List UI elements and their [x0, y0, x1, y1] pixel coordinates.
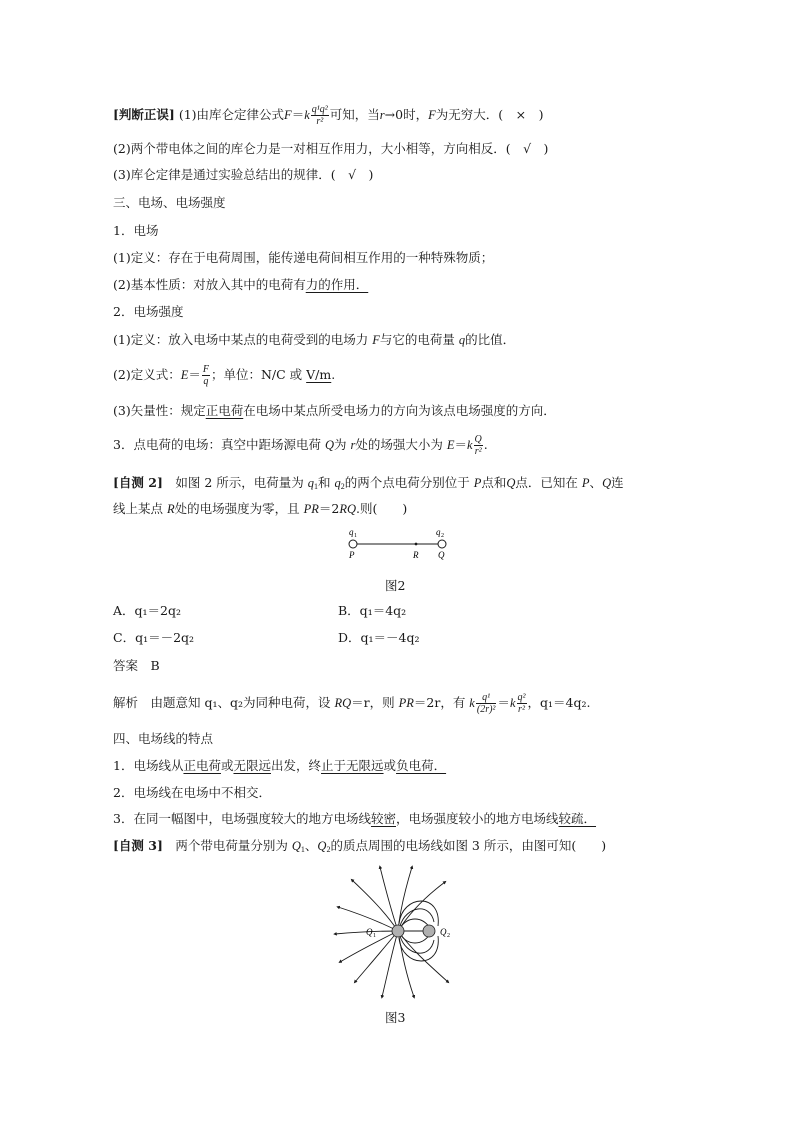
field-line	[398, 931, 448, 982]
section4-title: 四、电场线的特点	[113, 731, 214, 746]
answer: 答案 B	[113, 658, 160, 673]
option-b: B．q₁＝4q₂	[338, 603, 407, 618]
analysis: 解析 由题意知 q₁、q₂为同种电荷，设 RQ＝r，则 PR＝2r，有 k $\frac{\text{q¹}}{\text{(2r)²}}$ ＝k $\frac{\text{q²}}{\text{r²}}$ ，q₁＝4q₂.	[113, 692, 591, 715]
fig2-label-P: P	[349, 550, 355, 560]
figure-2-diagram	[340, 526, 450, 566]
section3-title: 三、电场、电场强度	[113, 195, 226, 210]
judge-q2: (2)两个带电体之间的库仑力是一对相互作用力，大小相等，方向相反．( √ )	[113, 141, 549, 156]
s2-def: (1)定义：放入电场中某点的电荷受到的电场力 F与它的电荷量 q的比值．	[113, 332, 516, 347]
analysis-fraction-2: $\frac{\text{q²}}{\text{r²}}$	[517, 692, 526, 715]
charge-q1	[392, 925, 404, 937]
s1-prop: (2)基本性质：对放入其中的电荷有力的作用．	[113, 277, 369, 292]
s1-title: 1．电场	[113, 223, 159, 238]
field-line	[400, 936, 434, 953]
svg-text:1: 1	[354, 533, 357, 539]
s2-title: 2．电场强度	[113, 304, 184, 319]
fig2-label-q2: q	[436, 527, 441, 537]
point-charge-fraction: $\frac{Q}{\text{r²}}$	[474, 434, 482, 457]
figure-2-caption: 图2	[385, 578, 406, 593]
option-a: A．q₁＝2q₂	[113, 603, 182, 618]
field-line	[400, 909, 434, 926]
test2-line1: [自测 2] 如图 2 所示，电荷量为 $q_1$和 $q_2$的两个点电荷分别位于 P点和Q点．已知在 P、Q连	[113, 475, 624, 491]
field-strength-fraction: $\frac{F}{q}$	[202, 364, 209, 387]
s3-point-charge: 3．点电荷的电场：真空中距场源电荷 Q为 r处的场强大小为 E＝k $\frac{Q}{\text{r²}}$ .	[113, 434, 488, 457]
s1-def: (1)定义：存在于电荷周围，能传递电荷间相互作用的一种特殊物质；	[113, 250, 494, 265]
fig2-label-q1: q	[349, 527, 354, 537]
fig3-label-Q1: Q	[366, 927, 373, 937]
svg-text:1: 1	[373, 933, 376, 939]
s4-line2: 2．电场线在电场中不相交．	[113, 785, 271, 800]
svg-text:2: 2	[447, 933, 450, 939]
option-c: C．q₁＝－2q₂	[113, 630, 195, 645]
judge-tag: [判断正误]	[113, 107, 175, 122]
option-d: D．q₁＝－4q₂	[338, 630, 420, 645]
s2-formula: (2)定义式：E＝ $\frac{F}{q}$ ；单位：N/C 或 V/m.	[113, 364, 336, 387]
field-line	[352, 880, 398, 931]
s2-vector: (3)矢量性：规定正电荷在电场中某点所受电场力的方向为该点电场强度的方向．	[113, 403, 556, 418]
judge-q1: [判断正误] (1)由库仑定律公式F＝k $\frac{\text{q¹q²}}{\text{r²}}$ 可知，当r→0时，F为无穷大．( × )	[113, 104, 544, 127]
fig2-point-r	[415, 543, 418, 546]
svg-text:2: 2	[441, 533, 444, 539]
judge-q3: (3)库仑定律是通过实验总结出的规律．( √ )	[113, 167, 374, 182]
fig2-charge-q	[438, 540, 446, 548]
fig3-label-Q2: Q	[440, 927, 447, 937]
fig2-label-R: R	[413, 550, 419, 560]
test2-line2: 线上某点 R处的电场强度为零，且 PR＝2RQ.则( )	[113, 501, 408, 516]
fig2-charge-p	[349, 540, 357, 548]
s4-line3: 3．在同一幅图中，电场强度较大的地方电场线较密，电场强度较小的地方电场线较疏．	[113, 811, 597, 826]
figure-3-caption: 图3	[385, 1010, 406, 1025]
s4-line1: 1．电场线从正电荷或无限远出发，终止于无限远或负电荷．	[113, 758, 447, 773]
test3-line: [自测 3] 两个带电荷量分别为 $Q_1$、$Q_2$的质点周围的电场线如图 3 所示，由图可知( )	[113, 838, 607, 854]
analysis-fraction-1: $\frac{\text{q¹}}{\text{(2r)²}}$	[476, 692, 496, 715]
field-line	[380, 867, 398, 931]
coulomb-fraction: $\frac{\text{q¹q²}}{\text{r²}}$	[311, 104, 328, 127]
figure-3-field-lines	[330, 862, 470, 1002]
fig2-label-Q: Q	[438, 550, 445, 560]
charge-q2	[423, 925, 435, 937]
